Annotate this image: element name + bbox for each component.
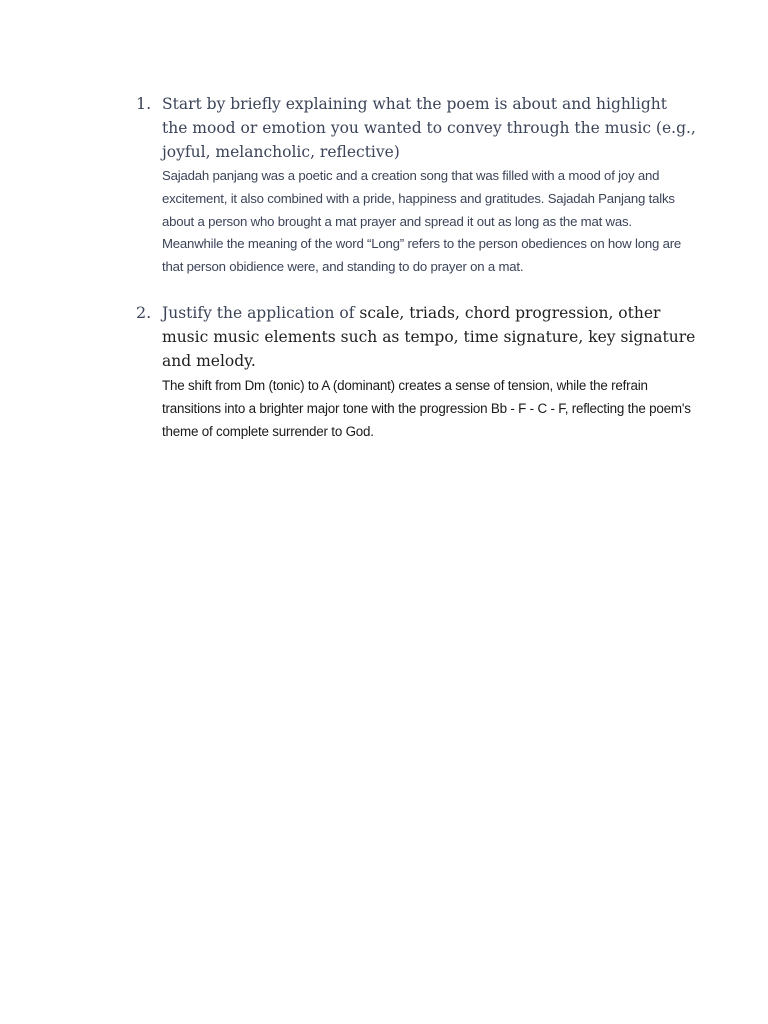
- question-item: [136, 92, 696, 279]
- item-number: 1.: [136, 94, 152, 113]
- question-prompt: Start by briefly explaining what the poem is about and highlight the mood or emotion you wanted to convey through the music (e.g., joyful, melancholic, reflective): [162, 95, 696, 161]
- item-number: 2.: [136, 303, 152, 322]
- question-item: [136, 301, 696, 443]
- prompt-lead-text: Justify the application of: [162, 304, 360, 322]
- answer-text: The shift from Dm (tonic) to A (dominant) creates a sense of tension, while the refrain transitions into a brighter major tone with the progression Bb - F - C - F, reflecting the poem's theme of complete surrender to God.: [162, 378, 691, 439]
- prompt-rest-text: scale, triads, chord progression, other music music elements such as tempo, time signature, key signature and melody.: [162, 304, 696, 370]
- question-prompt: [162, 301, 696, 373]
- answer-text: Sajadah panjang was a poetic and a creation song that was filled with a mood of joy and excitement, it also combined with a pride, happiness and gratitudes. Sajadah Panjang talks about a person who brought a mat prayer and spread it out as long as the mat was. Meanwhile the meaning of the word “Long” refers to the person obediences on how long are that person obidience were, and standing to do prayer on a mat.: [162, 168, 682, 275]
